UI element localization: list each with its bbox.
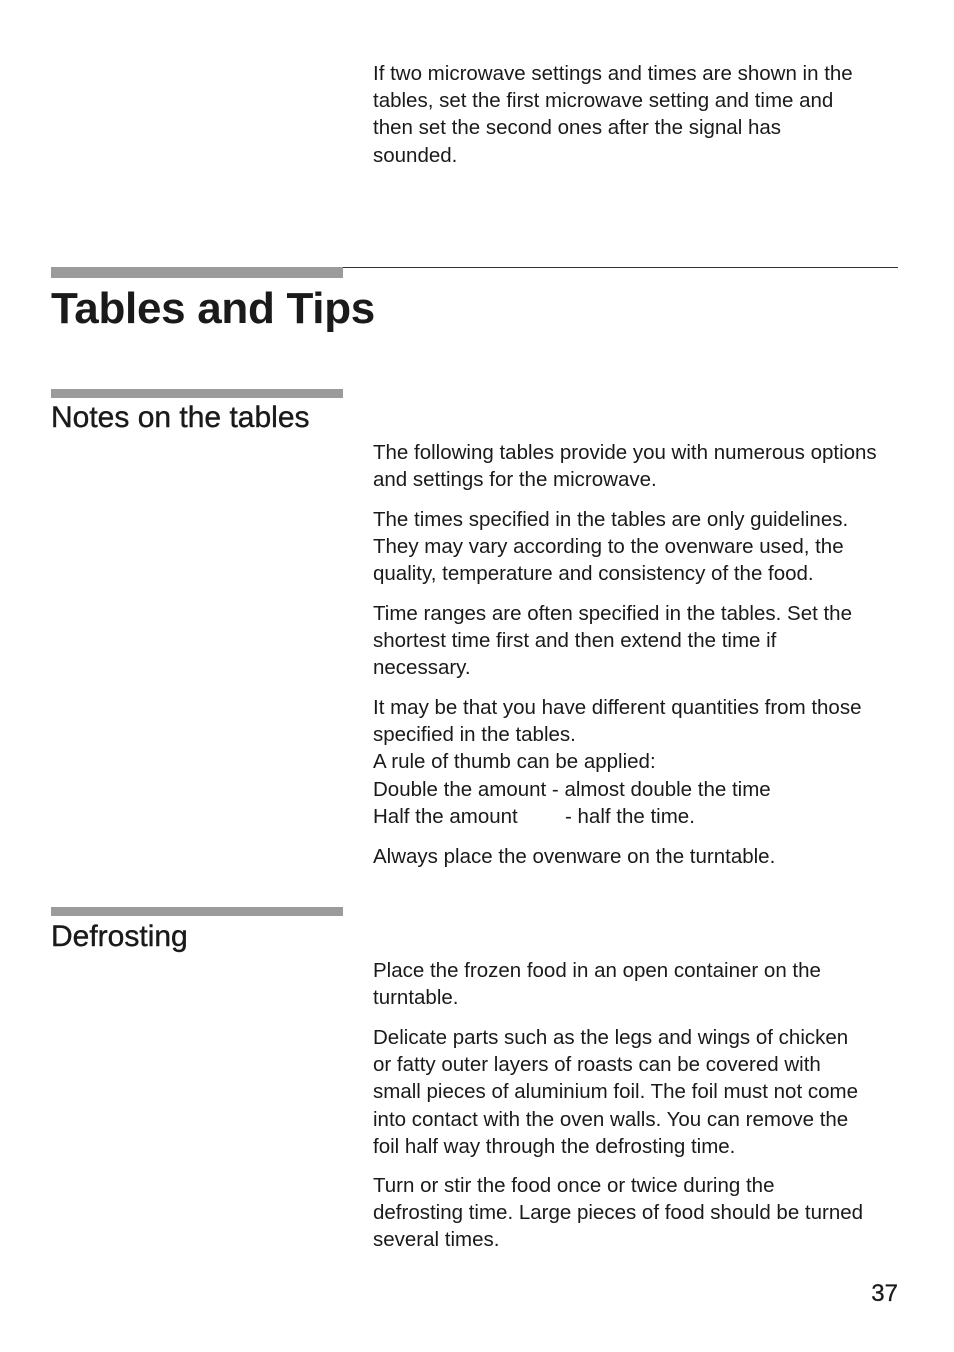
text-line: A rule of thumb can be applied:: [373, 750, 656, 774]
defrosting-heading-bar: [51, 907, 343, 916]
notes-paragraph-4: [373, 694, 918, 830]
text-line: Double the amount - almost double the time: [373, 777, 771, 801]
section-title-rule: [343, 267, 898, 268]
defrosting-heading: Defrosting: [51, 920, 188, 953]
notes-heading-bar: [51, 389, 343, 398]
text-line: Turn or stir the food once or twice during the: [373, 1174, 775, 1197]
rule-right: - half the time.: [565, 804, 695, 828]
text-line: quality, temperature and consistency of the food.: [373, 562, 814, 586]
text-line: Always place the ovenware on the turntable.: [373, 845, 776, 868]
notes-paragraph-2: [373, 506, 918, 588]
text-line: Delicate parts such as the legs and wings of chicken: [373, 1026, 849, 1049]
text-line: and settings for the microwave.: [373, 468, 657, 492]
defrosting-paragraph-2: [373, 1024, 918, 1160]
notes-paragraph-1: [373, 439, 918, 493]
intro-line: sounded.: [373, 143, 458, 167]
page-number: 37: [871, 1280, 898, 1307]
text-line: The following tables provide you with numerous options: [373, 441, 877, 464]
intro-line: then set the second ones after the signal has: [373, 116, 781, 140]
text-line: The times specified in the tables are only guidelines.: [373, 508, 849, 531]
defrosting-paragraph-3: [373, 1172, 918, 1254]
text-line: It may be that you have different quantities from those: [373, 696, 862, 719]
notes-heading: Notes on the tables: [51, 401, 310, 434]
text-line: shortest time first and then extend the time if: [373, 629, 777, 653]
text-line: defrosting time. Large pieces of food should be turned: [373, 1201, 864, 1225]
rule-left: Half the amount: [373, 804, 518, 828]
notes-paragraph-3: [373, 600, 918, 682]
section-title: Tables and Tips: [51, 284, 375, 333]
intro-paragraph: [373, 60, 918, 169]
text-line: specified in the tables.: [373, 723, 576, 747]
section-title-bar: [51, 267, 343, 278]
text-line: or fatty outer layers of roasts can be covered with: [373, 1053, 821, 1077]
text-line: turntable.: [373, 986, 459, 1010]
text-line: several times.: [373, 1228, 500, 1252]
text-line: into contact with the oven walls. You can remove the: [373, 1107, 849, 1131]
text-line: foil half way through the defrosting time.: [373, 1134, 736, 1158]
intro-line: tables, set the first microwave setting and time and: [373, 89, 834, 113]
text-line: They may vary according to the ovenware used, the: [373, 535, 844, 559]
notes-paragraph-5: [373, 843, 918, 870]
rule-of-thumb-row: [373, 803, 918, 830]
defrosting-paragraph-1: [373, 957, 918, 1011]
intro-line: If two microwave settings and times are shown in the: [373, 62, 853, 85]
text-line: small pieces of aluminium foil. The foil must not come: [373, 1080, 858, 1104]
text-line: necessary.: [373, 656, 471, 680]
text-line: Place the frozen food in an open container on the: [373, 959, 821, 982]
text-line: Time ranges are often specified in the tables. Set the: [373, 602, 852, 625]
